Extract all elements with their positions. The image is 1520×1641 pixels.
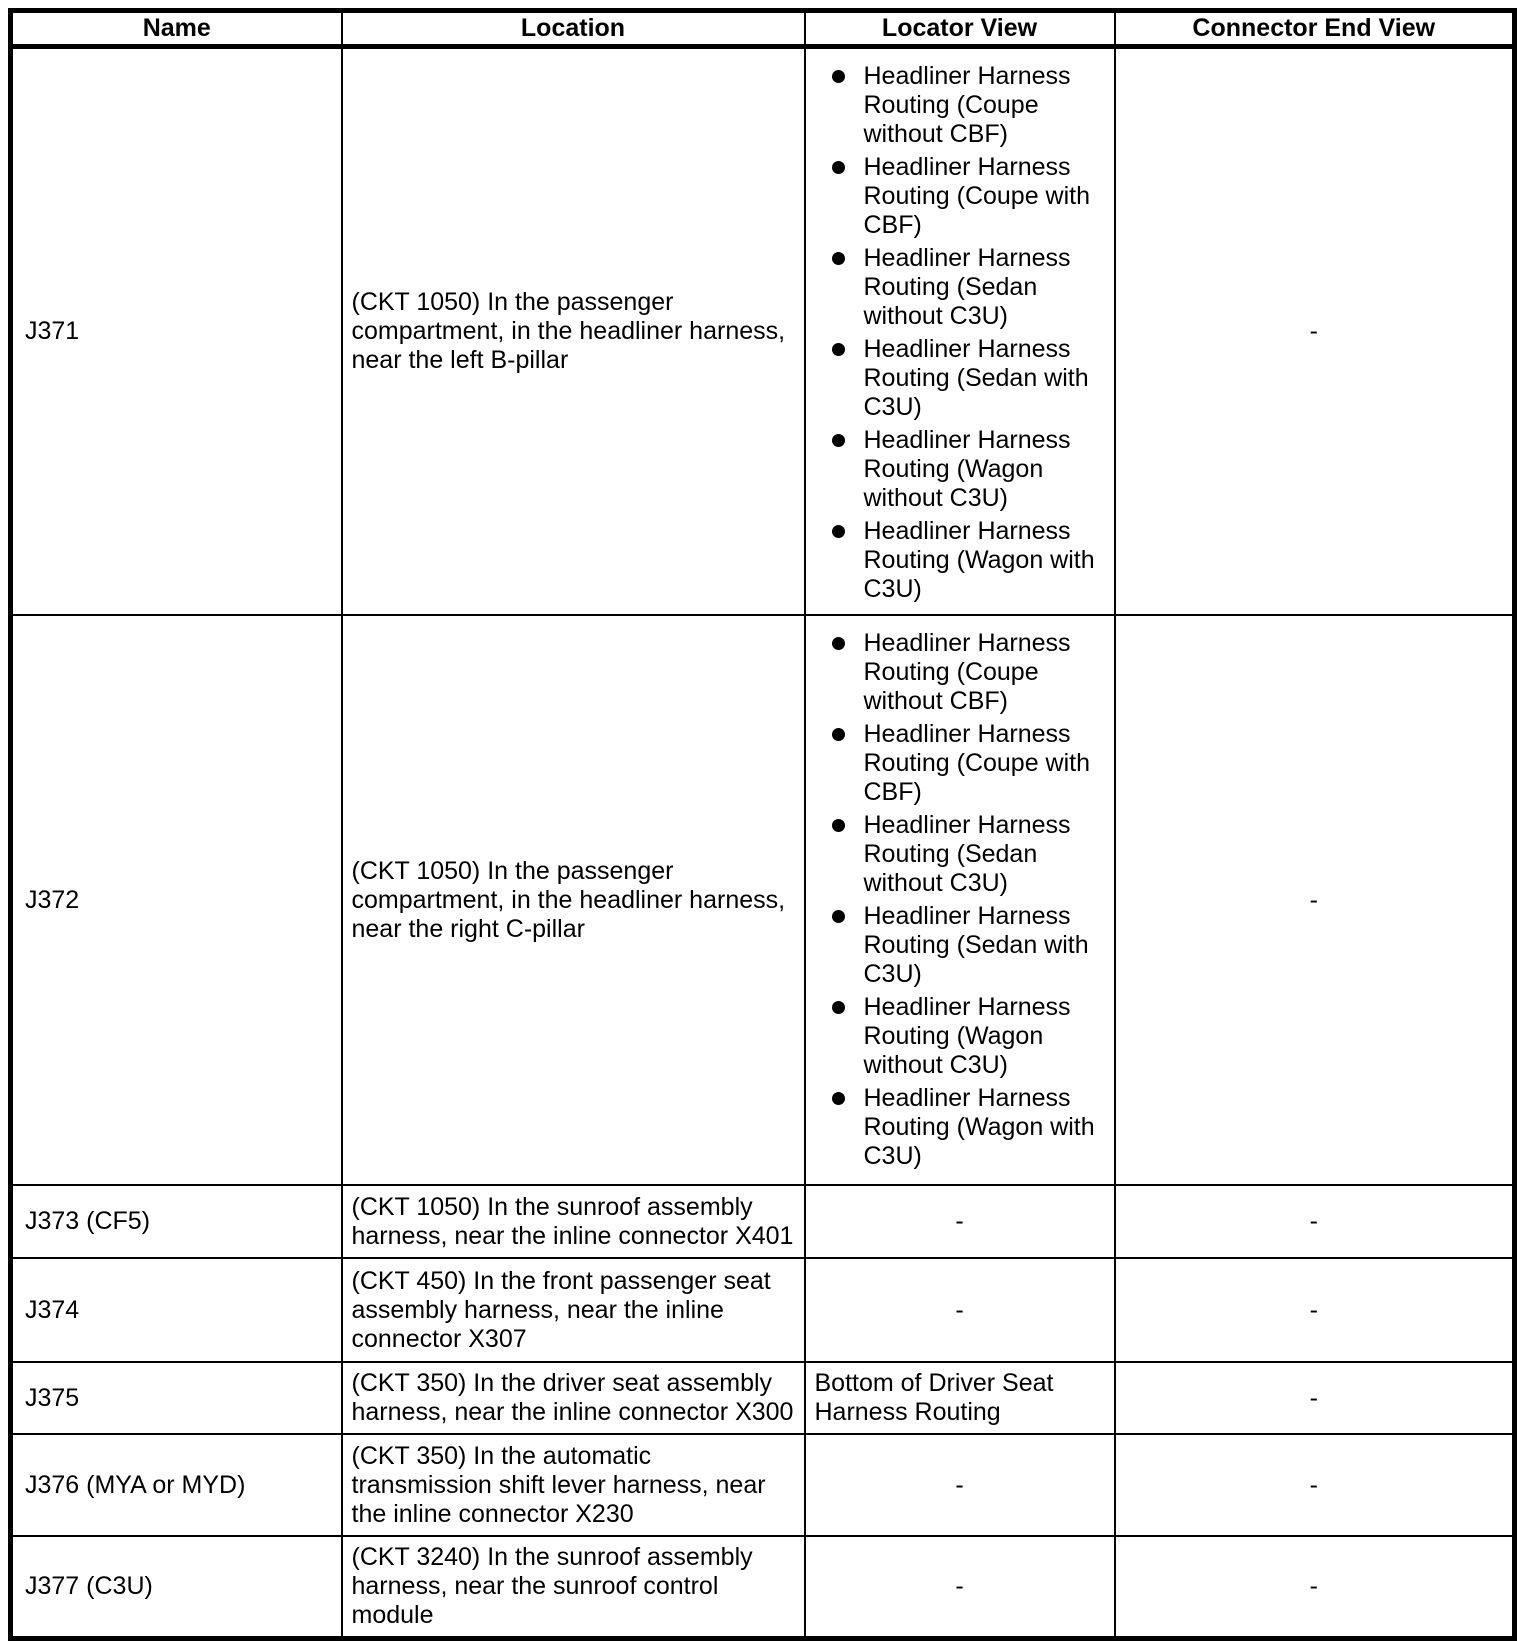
location-cell: (CKT 1050) In the passenger compartment, in the headliner harness, near the left B-pillar <box>342 47 805 616</box>
locator-item-label: Headliner Harness Routing (Coupe with CBF) <box>863 153 1091 239</box>
name-cell: J372 <box>11 615 342 1185</box>
locator-item-label: Headliner Harness Routing (Coupe without CBF) <box>863 62 1071 148</box>
col-header-name: Name <box>11 11 342 47</box>
locator-item-label: Headliner Harness Routing (Wagon with C3U) <box>863 1084 1095 1170</box>
connector-end-view-cell: - <box>1115 1185 1515 1258</box>
locator-list-item <box>806 993 1108 1080</box>
name-cell: J371 <box>11 47 342 616</box>
bullet-icon <box>832 1092 845 1105</box>
col-header-location: Location <box>342 11 805 47</box>
table-row <box>11 47 1515 616</box>
name-cell: J377 (C3U) <box>11 1536 342 1639</box>
table-row <box>11 1536 1515 1639</box>
table-row <box>11 1434 1515 1536</box>
connector-end-view-cell: - <box>1115 1536 1515 1639</box>
locator-view-cell: - <box>805 1258 1115 1362</box>
bullet-icon <box>832 343 845 356</box>
table-row <box>11 1362 1515 1434</box>
locator-list-item <box>806 426 1108 513</box>
connector-end-view-cell: - <box>1115 47 1515 616</box>
table-row <box>11 1258 1515 1362</box>
locator-view-cell: - <box>805 1536 1115 1639</box>
locator-list-item <box>806 629 1108 716</box>
location-cell: (CKT 350) In the automatic transmission shift lever harness, near the inline connector X230 <box>342 1434 805 1536</box>
location-cell: (CKT 1050) In the sunroof assembly harness, near the inline connector X401 <box>342 1185 805 1258</box>
locator-list-item <box>806 902 1108 989</box>
locator-item-label: Headliner Harness Routing (Wagon without C3U) <box>863 993 1071 1079</box>
locator-item-label: Headliner Harness Routing (Coupe without CBF) <box>863 629 1071 715</box>
bullet-icon <box>832 910 845 923</box>
connector-end-view-cell: - <box>1115 1258 1515 1362</box>
locator-item-label: Headliner Harness Routing (Sedan without C3U) <box>863 811 1071 897</box>
name-cell: J373 (CF5) <box>11 1185 342 1258</box>
name-cell: J376 (MYA or MYD) <box>11 1434 342 1536</box>
table-row <box>11 1185 1515 1258</box>
header-row <box>11 11 1515 47</box>
locator-list <box>806 629 1108 1171</box>
location-cell: (CKT 3240) In the sunroof assembly harness, near the sunroof control module <box>342 1536 805 1639</box>
location-cell: (CKT 450) In the front passenger seat assembly harness, near the inline connector X307 <box>342 1258 805 1362</box>
bullet-icon <box>832 637 845 650</box>
locator-item-label: Headliner Harness Routing (Coupe with CBF) <box>863 720 1091 806</box>
locator-view-cell: - <box>805 1185 1115 1258</box>
locator-view-cell <box>805 47 1115 616</box>
bullet-icon <box>832 434 845 447</box>
table-body <box>11 47 1515 1639</box>
locator-item-label: Headliner Harness Routing (Sedan with C3U) <box>863 335 1089 421</box>
bullet-icon <box>832 525 845 538</box>
locator-list-item <box>806 720 1108 807</box>
bullet-icon <box>832 161 845 174</box>
col-header-connector-end-view: Connector End View <box>1115 11 1515 47</box>
bullet-icon <box>832 1001 845 1014</box>
locator-list-item <box>806 153 1108 240</box>
locator-list-item <box>806 335 1108 422</box>
name-cell: J374 <box>11 1258 342 1362</box>
location-cell: (CKT 1050) In the passenger compartment, in the headliner harness, near the right C-pillar <box>342 615 805 1185</box>
connector-end-view-cell: - <box>1115 1434 1515 1536</box>
locator-item-label: Headliner Harness Routing (Sedan without C3U) <box>863 244 1071 330</box>
bullet-icon <box>832 728 845 741</box>
locator-list-item <box>806 1084 1108 1171</box>
location-cell: (CKT 350) In the driver seat assembly harness, near the inline connector X300 <box>342 1362 805 1434</box>
locator-list-item <box>806 62 1108 149</box>
locator-view-cell: - <box>805 1434 1115 1536</box>
locator-list-item <box>806 244 1108 331</box>
locator-view-cell: Bottom of Driver Seat Harness Routing <box>805 1362 1115 1434</box>
locator-item-label: Headliner Harness Routing (Sedan with C3U) <box>863 902 1089 988</box>
locator-list-item <box>806 517 1108 604</box>
connector-end-view-cell: - <box>1115 615 1515 1185</box>
locator-item-label: Headliner Harness Routing (Wagon with C3U) <box>863 517 1095 603</box>
name-cell: J375 <box>11 1362 342 1434</box>
col-header-locator-view: Locator View <box>805 11 1115 47</box>
connector-end-view-cell: - <box>1115 1362 1515 1434</box>
connector-table <box>8 8 1517 1641</box>
locator-list-item <box>806 811 1108 898</box>
locator-view-cell <box>805 615 1115 1185</box>
bullet-icon <box>832 252 845 265</box>
locator-list <box>806 62 1108 604</box>
bullet-icon <box>832 70 845 83</box>
table-row <box>11 615 1515 1185</box>
bullet-icon <box>832 819 845 832</box>
locator-item-label: Headliner Harness Routing (Wagon without C3U) <box>863 426 1071 512</box>
